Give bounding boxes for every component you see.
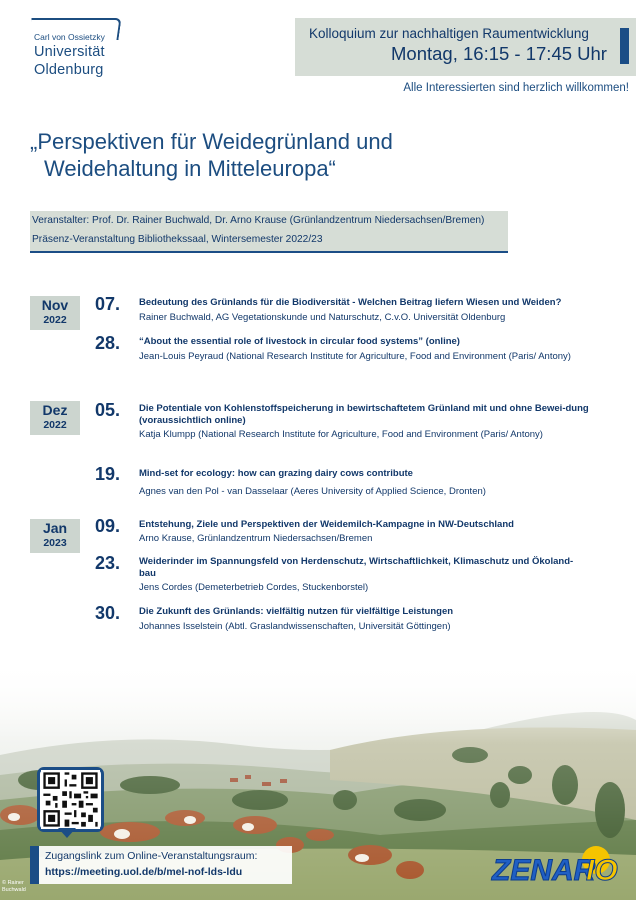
month-badge-nov — [30, 296, 80, 330]
organizer-line: Veranstalter: Prof. Dr. Rainer Buchwald, Dr. Arno Krause (Grünlandzentrum Niedersachsen/Bremen) — [32, 215, 485, 226]
page-title-line-2: Weidehaltung in Mitteleuropa“ — [44, 156, 336, 181]
event-day: 30. — [95, 603, 121, 623]
zenario-logo-graphic — [490, 840, 620, 888]
zenario-text-main: ZENAR — [492, 854, 596, 887]
month-name: Nov — [41, 297, 69, 313]
event-day: 28. — [95, 333, 121, 353]
month-year: 2022 — [43, 419, 67, 431]
qr-code[interactable] — [37, 767, 104, 832]
qr-pointer — [58, 828, 76, 838]
access-link-label: Zugangslink zum Online-Veranstaltungsraum: — [45, 850, 258, 862]
month-year: 2023 — [43, 537, 67, 549]
event-title: “About the essential role of livestock in circular food systems” (online) — [139, 336, 460, 347]
header-accent-bar — [620, 28, 629, 64]
access-link-url[interactable]: https://meeting.uol.de/b/mel-nof-lds-ldu — [45, 866, 243, 878]
event-speaker: Katja Klumpp (National Research Institute for Agriculture, Food and Environment (Paris/ Antony) — [139, 429, 543, 440]
colloquium-time: Montag, 16:15 - 17:45 Uhr — [391, 43, 607, 64]
zenario-logo — [490, 840, 620, 888]
event-title: Bedeutung des Grünlands für die Biodiversität - Welchen Beitrag liefern Wiesen und Weiden? — [139, 297, 562, 308]
event-title: Entstehung, Ziele und Perspektiven der Weidemilch-Kampagne in NW-Deutschland — [139, 519, 514, 530]
photo-credit-line-2: Buchwald — [2, 887, 26, 893]
page-title — [30, 128, 590, 182]
month-badge-dez — [30, 401, 80, 435]
event-title: Weiderinder im Spannungsfeld von Herdenschutz, Wirtschaftlichkeit, Klimaschutz und Ökoland-bau — [139, 556, 574, 579]
event-day: 09. — [95, 516, 121, 536]
access-link-box — [30, 846, 292, 884]
event-speaker: Jean-Louis Peyraud (National Research Institute for Agriculture, Food and Environment (Paris/ Antony) — [139, 351, 571, 362]
event-speaker: Rainer Buchwald, AG Vegetationskunde und Naturschutz, C.v.O. Universität Oldenburg — [139, 312, 506, 323]
qr-code-icon — [40, 770, 101, 829]
event-title: Die Zukunft des Grünlands: vielfältig nutzen für vielfältige Leistungen — [139, 606, 454, 617]
logo-line-3: Oldenburg — [34, 62, 104, 78]
page-title-line-1: „Perspektiven für Weidegrünland und — [30, 129, 393, 154]
logo-line-2: Universität — [34, 44, 105, 60]
colloquium-title: Kolloquium zur nachhaltigen Raumentwicklung — [309, 26, 589, 41]
event-title: Die Potentiale von Kohlenstoffspeicherung in bewirtschaftetem Grünland mit und ohne Bewei-dung (voraussichtlich online) — [139, 403, 589, 426]
organizer-box — [30, 211, 508, 253]
event-speaker: Jens Cordes (Demeterbetrieb Cordes, Stuckenborstel) — [139, 582, 369, 593]
event-title: Mind-set for ecology: how can grazing dairy cows contribute — [139, 468, 413, 479]
photo-credit-line-1: © Rainer — [2, 880, 24, 886]
event-speaker: Agnes van den Pol - van Dasselaar (Aeres University of Applied Science, Dronten) — [139, 486, 486, 497]
month-name: Dez — [42, 402, 68, 418]
colloquium-header — [295, 18, 636, 76]
event-day: 05. — [95, 400, 121, 420]
welcome-text: Alle Interessierten sind herzlich willkommen! — [403, 82, 629, 94]
month-name: Jan — [42, 520, 68, 536]
logo-line-1: Carl von Ossietzky — [34, 32, 105, 42]
month-badge-jan — [30, 519, 80, 553]
venue-line: Präsenz-Veranstaltung Bibliothekssaal, Wintersemester 2022/23 — [32, 234, 323, 245]
zenario-text-accent: IO — [586, 854, 618, 887]
event-speaker: Johannes Isselstein (Abtl. Graslandwissenschaften, Universität Göttingen) — [139, 621, 451, 632]
event-day: 23. — [95, 553, 121, 573]
event-day: 19. — [95, 464, 121, 484]
month-year: 2022 — [43, 314, 67, 326]
event-day: 07. — [95, 294, 121, 314]
photo-credit — [2, 880, 26, 894]
event-speaker: Arno Krause, Grünlandzentrum Niedersachsen/Bremen — [139, 533, 373, 544]
